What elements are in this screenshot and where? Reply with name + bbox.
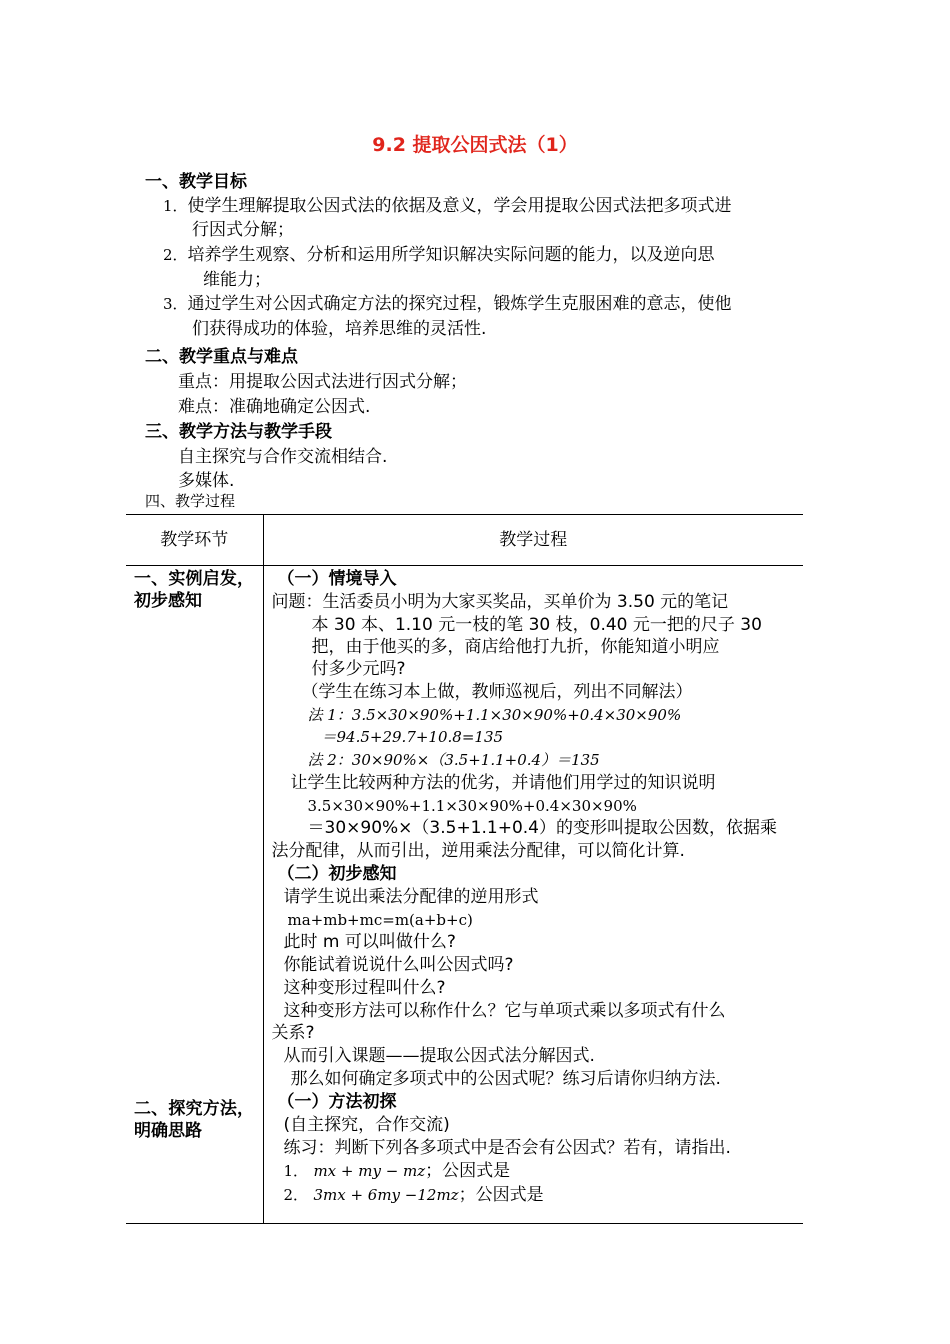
problem-line-1: 问题：生活委员小明为大家买奖品，买单价为 3.50 元的笔记 — [271, 592, 729, 612]
exercise-1-tail: ；公因式是 — [425, 1161, 511, 1181]
col-header-stage: 教学环节 — [126, 515, 263, 566]
method-line-2: 多媒体. — [178, 471, 235, 491]
expression-2: ＝30×90%×（3.5+1.1+0.4）的变形叫提取公因数，依据乘 — [307, 818, 777, 838]
distributive-formula: ma+mb+mc=m(a+b+c) — [287, 911, 473, 929]
prompt-9: (自主探究，合作交流) — [283, 1115, 450, 1135]
prompt-6: 关系? — [271, 1023, 315, 1043]
subheading-intro: （一）情境导入 — [277, 569, 397, 589]
exercise-2-tail: ；公因式是 — [458, 1185, 544, 1205]
key-point: 重点：用提取公因式法进行因式分解； — [178, 372, 467, 392]
practice-note: （学生在练习本上做，教师巡视后，列出不同解法） — [301, 682, 693, 702]
exercise-1-expression: mx + my − mz — [313, 1162, 426, 1180]
section-3-heading: 三、教学方法与教学手段 — [145, 422, 332, 442]
objective-2 — [163, 243, 823, 268]
method-1: 法 1：3.5×30×90%+1.1×30×90%+0.4×30×90% — [307, 706, 682, 724]
stage-1-label: 一、实例启发，初步感知 — [134, 569, 254, 611]
section-4-heading: 四、教学过程 — [145, 492, 236, 510]
prompt-2: 此时 m 可以叫做什么? — [283, 932, 456, 952]
exercise-prompt: 练习：判断下列各多项式中是否会有公因式？若有，请指出. — [283, 1138, 731, 1158]
exercise-2-number: 2． — [283, 1186, 309, 1204]
method-1-result: ＝94.5+29.7+10.8=135 — [321, 728, 504, 746]
stage-2-label: 二、探究方法，明确思路 — [134, 1099, 254, 1141]
process-table — [126, 514, 803, 1224]
exercise-2 — [284, 1184, 544, 1206]
objective-1-text: 使学生理解提取公因式法的依据及意义，学会用提取公因式法把多项式进 — [187, 196, 732, 216]
problem-line-2: 本 30 本、1.10 元一枝的笔 30 枝，0.40 元一把的尺子 30 — [311, 615, 762, 635]
objective-2-text: 培养学生观察、分析和运用所学知识解决实际问题的能力，以及逆向思 — [187, 245, 715, 265]
exercise-1-number: 1． — [283, 1162, 309, 1180]
prompt-5: 这种变形方法可以称作什么？它与单项式乘以多项式有什么 — [283, 1001, 726, 1021]
exercise-2-expression: 3mx + 6my −12mz — [313, 1186, 459, 1204]
compare-prompt: 让学生比较两种方法的优劣，并请他们用学过的知识说明 — [290, 773, 716, 793]
problem-line-4: 付多少元吗? — [311, 659, 406, 679]
objective-3 — [163, 292, 823, 317]
prompt-7: 从而引入课题——提取公因式法分解因式. — [283, 1046, 595, 1066]
method-line-1: 自主探究与合作交流相结合. — [178, 447, 388, 467]
page-title: 9.2 提取公因式法（1） — [372, 134, 578, 156]
prompt-8: 那么如何确定多项式中的公因式呢？练习后请你归纳方法. — [290, 1069, 721, 1089]
objective-2-cont: 维能力； — [203, 270, 271, 290]
prompt-3: 你能试着说说什么叫公因式吗? — [283, 955, 514, 975]
problem-line-3: 把，由于他买的多，商店给他打九折，你能知道小明应 — [311, 637, 720, 657]
subheading-perception: （二）初步感知 — [277, 864, 397, 884]
stage-cell — [126, 566, 263, 1224]
section-1-heading: 一、教学目标 — [145, 172, 247, 192]
difficulty: 难点：准确地确定公因式. — [178, 397, 371, 417]
objective-3-cont: 们获得成功的体验，培养思维的灵活性. — [192, 319, 487, 339]
objective-1-cont: 行因式分解； — [192, 220, 294, 240]
exercise-1 — [284, 1160, 511, 1182]
method-2: 法 2：30×90%×（3.5+1.1+0.4）＝135 — [307, 751, 600, 769]
expression-1: 3.5×30×90%+1.1×30×90%+0.4×30×90% — [307, 797, 637, 815]
expression-3: 法分配律，从而引出，逆用乘法分配律，可以简化计算. — [271, 841, 685, 861]
objective-1 — [163, 194, 823, 219]
prompt-1: 请学生说出乘法分配律的逆用形式 — [283, 887, 539, 907]
col-header-process: 教学过程 — [263, 515, 803, 566]
objective-3-text: 通过学生对公因式确定方法的探究过程，锻炼学生克服困难的意志，使他 — [187, 294, 732, 314]
objective-3-number: 3． — [163, 295, 188, 313]
process-cell — [263, 566, 803, 1224]
prompt-4: 这种变形过程叫什么? — [283, 978, 446, 998]
section-2-heading: 二、教学重点与难点 — [145, 347, 298, 367]
subheading-method: （一）方法初探 — [277, 1092, 397, 1112]
objective-1-number: 1． — [163, 197, 188, 215]
objective-2-number: 2． — [163, 246, 188, 264]
